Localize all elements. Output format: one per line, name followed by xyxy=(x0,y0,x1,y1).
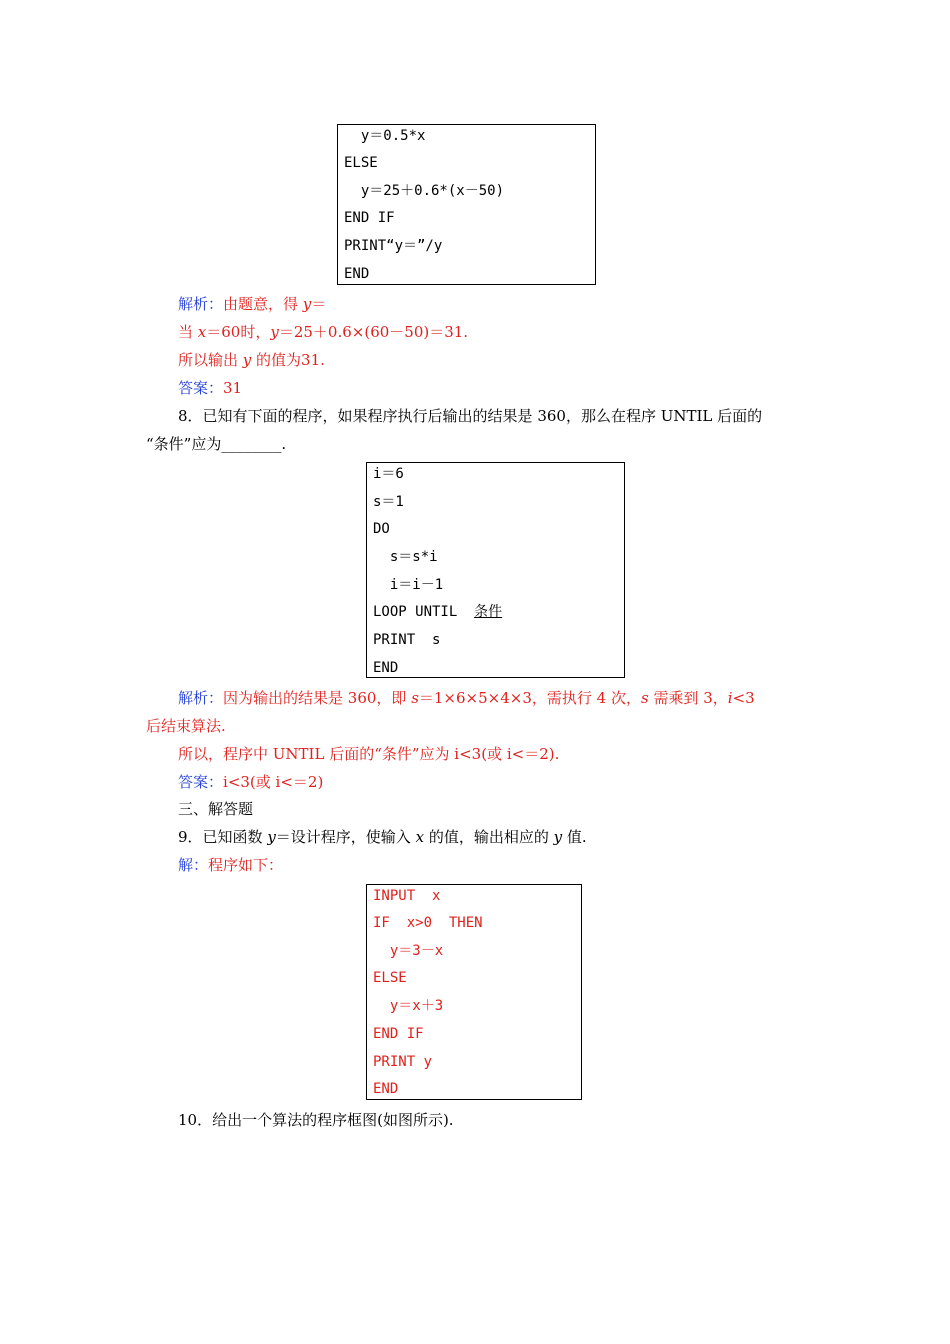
q9-code-line-2: IF x>0 THEN xyxy=(373,915,483,931)
answer-value: i<3(或 i<＝2) xyxy=(223,773,324,791)
section-title: 三、解答题 xyxy=(178,800,254,818)
q7-answer xyxy=(178,378,242,398)
q9-code-line-7: PRINT y xyxy=(373,1054,433,1070)
q9-code-line-1: INPUT x xyxy=(373,888,441,904)
q7-solution-line-3: 所以输出 y 的值为31. xyxy=(178,351,325,369)
solution-label: 解析： xyxy=(178,689,224,707)
q8-code-line-8: END xyxy=(373,660,399,676)
q8-code-line-3: DO xyxy=(373,521,390,537)
answer-value: 31 xyxy=(223,379,243,397)
q9-code-line-3: y＝3－x xyxy=(373,943,444,959)
q9-stem: 9．已知函数 y＝设计程序，使输入 x 的值，输出相应的 y 值. xyxy=(178,828,587,846)
q9-code-line-6: END IF xyxy=(373,1026,424,1042)
q7-code-line-6: END xyxy=(344,266,370,282)
q9-code-line-4: ELSE xyxy=(373,970,407,986)
solution-label: 解析： xyxy=(178,295,224,313)
q8-stem-line-2: “条件”应为________. xyxy=(146,435,287,453)
q8-code-line-1: i＝6 xyxy=(373,466,404,482)
q8-stem-line-1: 8．已知有下面的程序，如果程序执行后输出的结果是 360，那么在程序 UNTIL 后面的 xyxy=(178,407,763,425)
q9-code-line-8: END xyxy=(373,1081,399,1097)
q8-solution-line-1: 解析：因为输出的结果是 360，即 s＝1×6×5×4×3，需执行 4 次，s 需乘到 3，i<3 xyxy=(178,689,755,707)
q8-solution-line-3: 所以，程序中 UNTIL 后面的“条件”应为 i<3(或 i<＝2). xyxy=(178,745,560,763)
q8-code-line-6: LOOP UNTIL 条件 xyxy=(373,604,503,620)
q8-code-line-4: s＝s*i xyxy=(373,549,438,565)
q7-solution-line-1: 解析：由题意，得 y＝ xyxy=(178,295,327,313)
loop-condition-blank: 条件 xyxy=(474,604,503,620)
q8-solution-line-2: 后结束算法. xyxy=(146,717,226,735)
q8-code-line-5: i＝i－1 xyxy=(373,577,444,593)
q7-code-line-5: PRINT“y＝”/y xyxy=(344,238,443,254)
answer-label: 答案： xyxy=(178,773,224,791)
q7-code-line-4: END IF xyxy=(344,210,395,226)
q7-solution-line-2: 当 x＝60时，y＝25＋0.6×(60－50)＝31. xyxy=(178,323,469,341)
q9-solution-intro: 解：程序如下： xyxy=(178,856,284,874)
q9-code-line-5: y＝x＋3 xyxy=(373,998,444,1014)
q7-program-box xyxy=(337,124,596,285)
q8-code-line-2: s＝1 xyxy=(373,494,404,510)
answer-label: 答案： xyxy=(178,379,224,397)
q8-code-line-7: PRINT s xyxy=(373,632,441,648)
q8-answer xyxy=(178,772,323,792)
q7-code-line-3: y＝25＋0.6*(x－50) xyxy=(344,183,505,199)
q7-code-line-2: ELSE xyxy=(344,155,378,171)
q10-stem: 10．给出一个算法的程序框图(如图所示). xyxy=(178,1111,454,1129)
q7-code-line-1: y＝0.5*x xyxy=(344,128,426,144)
solution-label: 解： xyxy=(178,856,209,874)
